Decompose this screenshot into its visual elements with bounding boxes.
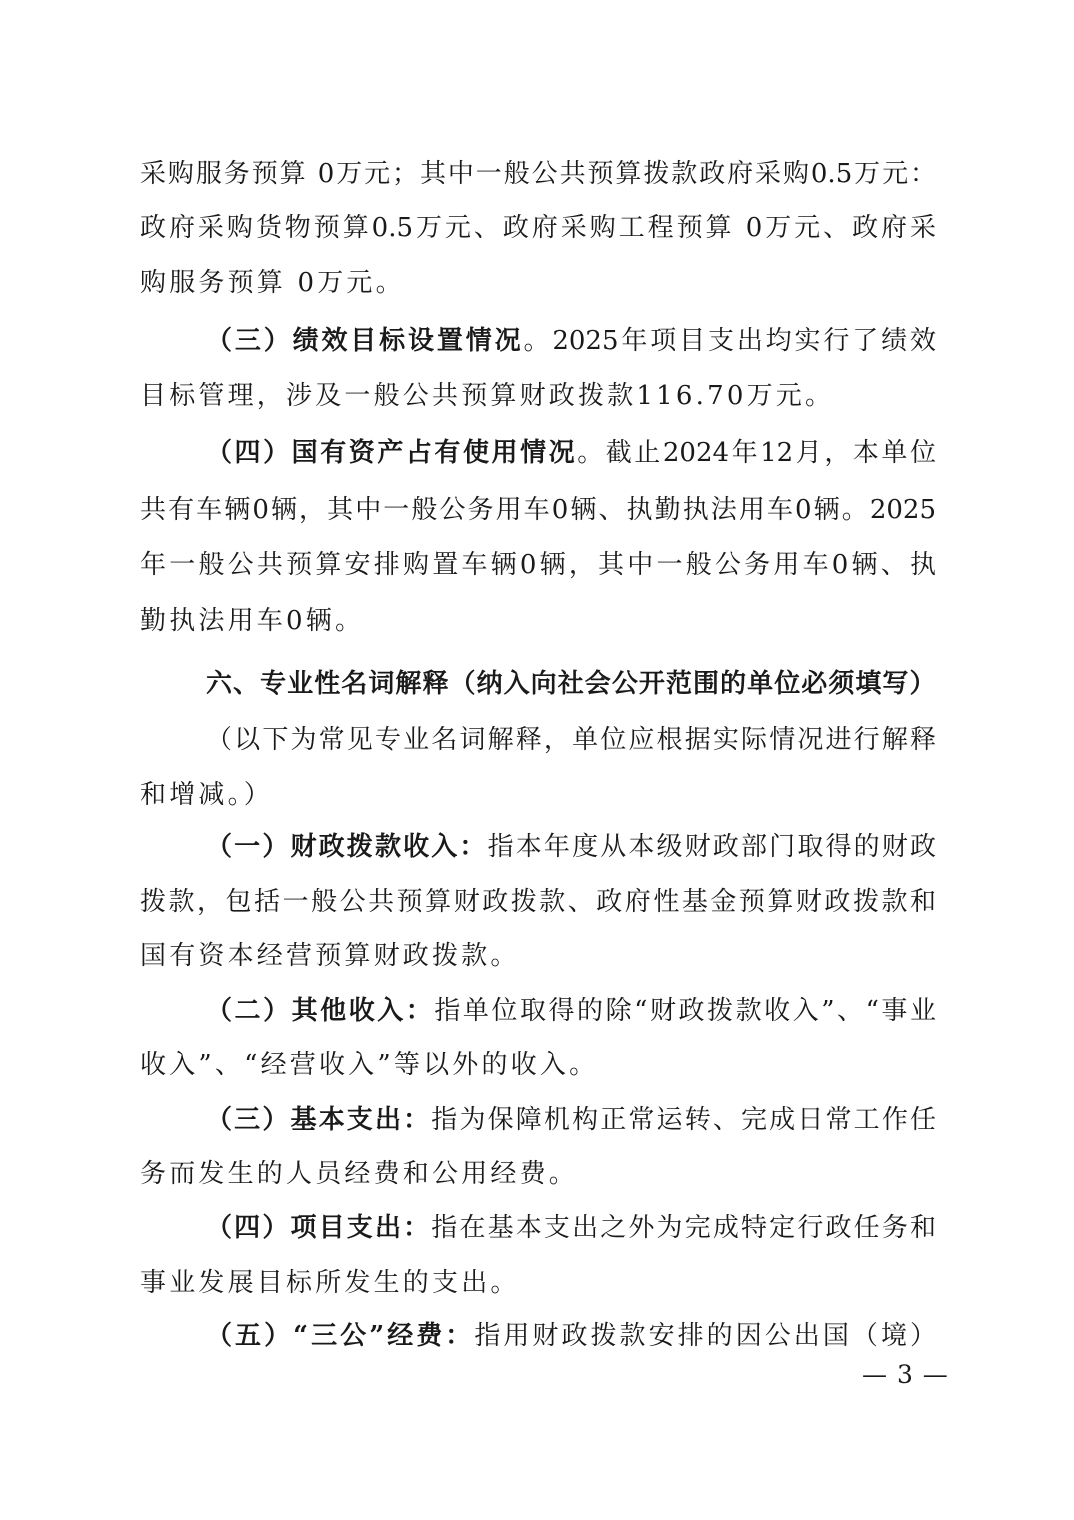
paragraph-line bbox=[206, 1210, 936, 1246]
paragraph-line: 勤执法用车0辆。 bbox=[140, 606, 365, 636]
term-label: （五）“三公”经费： bbox=[206, 1321, 475, 1351]
term-label: （一）财政拨款收入： bbox=[206, 832, 488, 862]
item-heading: （四）国有资产占有使用情况 bbox=[206, 438, 578, 468]
term-definition: 指用财政拨款安排的因公出国（境） bbox=[474, 1321, 936, 1351]
paragraph-line: 和增减。） bbox=[140, 780, 274, 810]
paragraph-line bbox=[206, 993, 936, 1029]
paragraph-line bbox=[206, 435, 936, 471]
paragraph-line bbox=[206, 323, 936, 359]
paragraph-line: 共有车辆0辆，其中一般公务用车0辆、执勤执法用车0辆。2025 bbox=[140, 495, 936, 525]
term-label: （三）基本支出： bbox=[206, 1105, 432, 1135]
paragraph-line: 年一般公共预算安排购置车辆0辆，其中一般公务用车0辆、执 bbox=[140, 550, 936, 580]
item-text: 。2025年项目支出均实行了绩效 bbox=[523, 326, 936, 356]
term-label: （二）其他收入： bbox=[206, 996, 435, 1026]
paragraph-line bbox=[206, 829, 936, 865]
paragraph-line bbox=[206, 1102, 936, 1138]
paragraph-line: 政府采购货物预算0.5万元、政府采购工程预算 0万元、政府采 bbox=[140, 213, 936, 243]
paragraph-line: 国有资本经营预算财政拨款。 bbox=[140, 941, 520, 971]
term-definition: 指单位取得的除“财政拨款收入”、“事业 bbox=[434, 996, 936, 1026]
paragraph-line: 收入”、“经营收入”等以外的收入。 bbox=[140, 1050, 599, 1080]
paragraph-line: 事业发展目标所发生的支出。 bbox=[140, 1268, 520, 1298]
term-definition: 指为保障机构正常运转、完成日常工作任 bbox=[431, 1105, 936, 1135]
section-heading: 六、专业性名词解释（纳入向社会公开范围的单位必须填写） bbox=[206, 669, 936, 699]
term-label: （四）项目支出： bbox=[206, 1213, 432, 1243]
paragraph-line: 采购服务预算 0万元；其中一般公共预算拨款政府采购0.5万元： bbox=[140, 159, 936, 189]
item-heading: （三）绩效目标设置情况 bbox=[206, 326, 524, 356]
paragraph-line: 购服务预算 0万元。 bbox=[140, 268, 405, 298]
paragraph-line: 拨款，包括一般公共预算财政拨款、政府性基金预算财政拨款和 bbox=[140, 887, 936, 917]
paragraph-line bbox=[206, 1318, 936, 1354]
term-definition: 指本年度从本级财政部门取得的财政 bbox=[487, 832, 936, 862]
paragraph-line: 务而发生的人员经费和公用经费。 bbox=[140, 1159, 579, 1189]
item-text: 。截止2024年12月，本单位 bbox=[577, 438, 936, 468]
paragraph-line: 目标管理，涉及一般公共预算财政拨款116.70万元。 bbox=[140, 381, 835, 411]
page-number: — 3 — bbox=[862, 1360, 949, 1389]
term-definition: 指在基本支出之外为完成特定行政任务和 bbox=[431, 1213, 936, 1243]
paragraph-line: （以下为常见专业名词解释，单位应根据实际情况进行解释 bbox=[206, 725, 936, 755]
